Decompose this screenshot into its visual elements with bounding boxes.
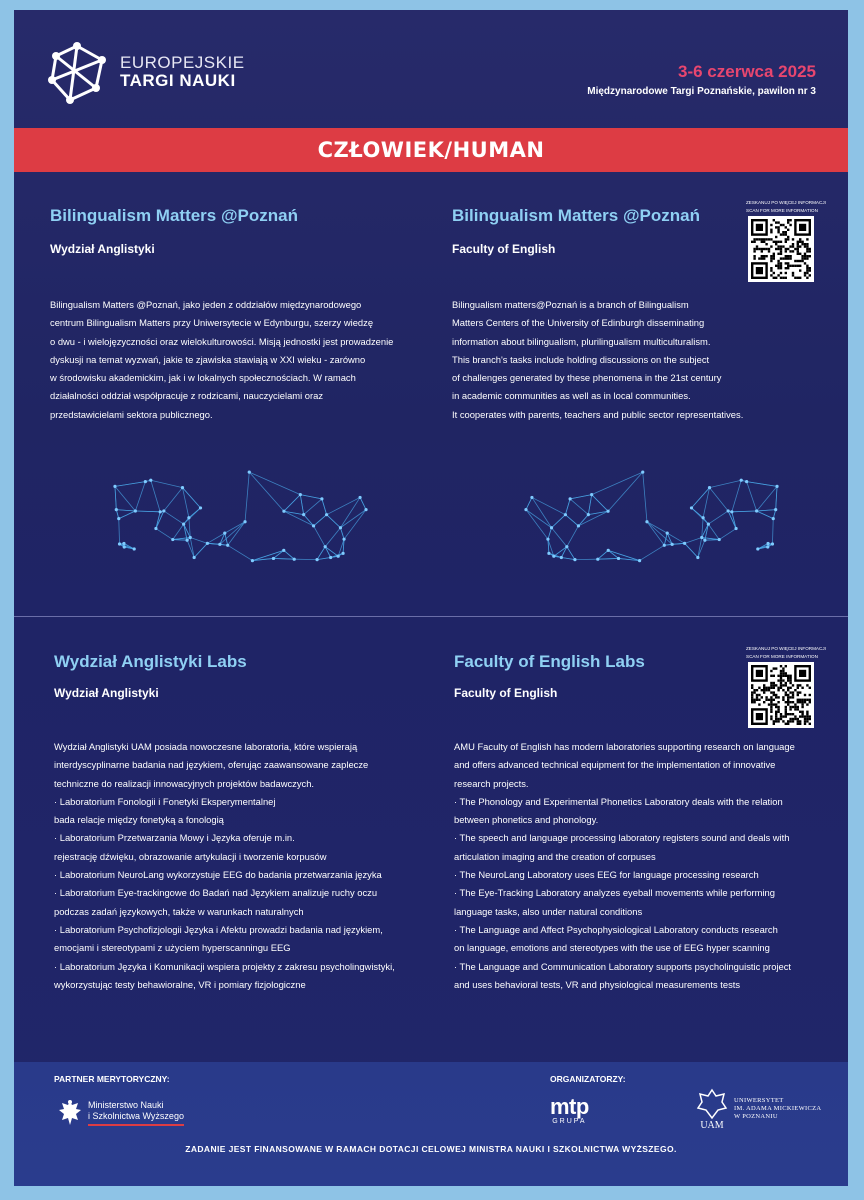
mtp-logo xyxy=(550,1096,589,1125)
bottom-right-title: Faculty of English Labs xyxy=(454,652,645,671)
text-line: · Laboratorium NeuroLang wykorzystuje EEG do badania przetwarzania języka xyxy=(54,869,382,881)
logo-text xyxy=(120,54,245,90)
text-line: · The Phonology and Experimental Phonetics Laboratory deals with the relation xyxy=(454,795,783,807)
uam-line2: IM. ADAMA MICKIEWICZA xyxy=(734,1105,822,1112)
text-line: emocjami i stereotypami z użyciem hyperscanningu EEG xyxy=(54,942,291,954)
top-right-body xyxy=(452,296,743,424)
event-venue: Międzynarodowe Targi Poznańskie, pawilon nr 3 xyxy=(587,86,816,97)
qr-pattern xyxy=(751,665,811,725)
text-line: techniczne do realizacji innowacyjnych projektów badawczych. xyxy=(54,777,315,789)
qr-code-icon[interactable] xyxy=(748,662,814,728)
uam-line1: UNIWERSYTET xyxy=(734,1097,784,1104)
text-line: centrum Bilingualism Matters przy Uniwersytecie w Edynburgu, szerzy wiedzę xyxy=(50,317,374,329)
qr-code-icon[interactable] xyxy=(748,216,814,282)
text-line: · The speech and language processing laboratory registers sound and deals with xyxy=(454,832,790,844)
network-graphic xyxy=(84,450,394,590)
poster xyxy=(14,10,848,1186)
network-graphic xyxy=(498,450,808,590)
partner-label: PARTNER MERYTORYCZNY: xyxy=(54,1074,170,1084)
text-line: Matters Centers of the University of Edinburgh disseminating xyxy=(452,317,705,329)
text-line: Wydział Anglistyki UAM posiada nowoczesne laboratoria, które wspierają xyxy=(54,741,358,752)
text-line: przedstawicielami sektora publicznego. xyxy=(50,408,213,420)
text-line: research projects. xyxy=(454,777,529,789)
qr-pattern xyxy=(751,219,811,279)
text-line: on language, emotions and stereotypes with the use of EEG hyper scanning xyxy=(454,942,770,954)
text-line: articulation imaging and the creation of corpuses xyxy=(454,850,656,862)
text-line: wykorzystując testy behawioralne, VR i pomiary fizjologiczne xyxy=(54,978,306,990)
text-line: It cooperates with parents, teachers and public sector representatives. xyxy=(452,408,744,420)
bottom-left-subtitle: Wydział Anglistyki xyxy=(54,686,159,700)
qr-block-bottom[interactable] xyxy=(746,646,826,728)
eagle-emblem-icon xyxy=(58,1098,82,1128)
uam-crest-icon xyxy=(696,1088,728,1130)
logo-line1: EUROPEJSKIE xyxy=(120,53,245,72)
uam-line3: W POZNANIU xyxy=(734,1113,778,1120)
text-line: information about bilingualism, plurilingualism multiculturalism. xyxy=(452,335,711,347)
text-line: o dwu - i wielojęzyczności oraz wielokulturowości. Misją jednostki jest prowadzenie xyxy=(50,335,394,347)
network-logo-icon xyxy=(44,40,110,106)
bottom-right-body xyxy=(454,738,795,994)
ministry-line1: Ministerstwo Nauki xyxy=(88,1100,164,1110)
bottom-right-subtitle: Faculty of English xyxy=(454,686,558,700)
text-line: AMU Faculty of English has modern laboratories supporting research on language xyxy=(454,741,795,752)
text-line: rejestrację dźwięku, obrazowanie artykulacji i tworzenie korpusów xyxy=(54,850,327,862)
text-line: Bilingualism matters@Poznań is a branch of Bilingualism xyxy=(452,299,689,310)
text-line: · The Language and Communication Laboratory supports psycholinguistic project xyxy=(454,960,792,972)
text-line: działalności oddział współpracuje z rodzicami, nauczycielami oraz xyxy=(50,390,324,402)
funding-notice: ZADANIE JEST FINANSOWANE W RAMACH DOTACJI CELOWEJ MINISTRA NAUKI I SZKOLNICTWA WYŻSZEGO. xyxy=(185,1144,677,1154)
organizers-label: ORGANIZATORZY: xyxy=(550,1074,626,1084)
text-line: · The NeuroLang Laboratory uses EEG for language processing research xyxy=(454,869,759,881)
qr-caption-line1: ZESKANUJ PO WIĘCEJ INFORMACJI xyxy=(746,200,826,205)
qr-caption-line2: SCAN FOR MORE INFORMATION xyxy=(746,208,818,213)
qr-block-top[interactable] xyxy=(746,200,826,282)
top-right-subtitle: Faculty of English xyxy=(452,242,556,256)
mtp-name: mtp xyxy=(550,1094,589,1119)
top-left-subtitle: Wydział Anglistyki xyxy=(50,242,155,256)
text-line: of challenges generated by these phenomena in the 21st century xyxy=(452,372,722,384)
ministry-logo xyxy=(58,1098,184,1128)
text-line: between phonetics and phonology. xyxy=(454,814,599,826)
text-line: · Laboratorium Eye-trackingowe do Badań nad Językiem analizuje ruchy oczu xyxy=(54,887,378,899)
text-line: · Laboratorium Przetwarzania Mowy i Języka oferuje m.in. xyxy=(54,832,295,844)
footer xyxy=(14,1062,848,1186)
qr-caption-line1: ZESKANUJ PO WIĘCEJ INFORMACJI xyxy=(746,646,826,651)
text-line: and uses behavioral tests, VR and physiological measurements tests xyxy=(454,978,741,990)
text-line: podczas zadań językowych, także w warunkach naturalnych xyxy=(54,905,304,917)
text-line: · The Eye-Tracking Laboratory analyzes eyeball movements while performing xyxy=(454,887,775,899)
top-left-title: Bilingualism Matters @Poznań xyxy=(50,206,299,225)
text-line: dyskusji na temat wyzwań, jakie te zjawiska stawiają w XXI wieku - zarówno xyxy=(50,353,366,365)
top-left-body xyxy=(50,296,393,424)
text-line: This branch's tasks include holding discussions on the subject xyxy=(452,353,710,365)
qr-caption-line2: SCAN FOR MORE INFORMATION xyxy=(746,654,818,659)
text-line: and offers advanced technical equipment for the implementation of innovative xyxy=(454,759,776,771)
text-line: · Laboratorium Fonologii i Fonetyki Eksperymentalnej xyxy=(54,795,276,807)
uam-mark: UAM xyxy=(700,1120,724,1130)
category-banner xyxy=(14,128,848,172)
event-date: 3-6 czerwca 2025 xyxy=(678,62,816,81)
logo-line2: TARGI NAUKI xyxy=(120,71,236,90)
text-line: · The Language and Affect Psychophysiological Laboratory conducts research xyxy=(454,923,778,935)
ministry-line2: i Szkolnictwa Wyższego xyxy=(88,1111,184,1121)
text-line: w środowisku akademickim, jak i w lokalnych społecznościach. W ramach xyxy=(50,372,356,384)
category-title: CZŁOWIEK/HUMAN xyxy=(317,138,545,162)
bottom-left-body xyxy=(54,738,395,994)
text-line: language tasks, also under natural conditions xyxy=(454,905,643,917)
bottom-left-title: Wydział Anglistyki Labs xyxy=(54,652,247,671)
top-right-title: Bilingualism Matters @Poznań xyxy=(452,206,701,225)
mtp-sub: GRUPA xyxy=(552,1118,587,1125)
text-line: interdyscyplinarne badania nad językiem, oferując zaawansowane zaplecze xyxy=(54,759,369,771)
text-line: · Laboratorium Języka i Komunikacji wspiera projekty z zakresu psycholingwistyki, xyxy=(54,960,395,972)
text-line: in academic communities as well as in local communities. xyxy=(452,390,691,402)
section-divider xyxy=(14,616,848,617)
text-line: · Laboratorium Psychofizjologii Języka i Afektu prowadzi badania nad językiem, xyxy=(54,923,383,935)
uam-logo xyxy=(696,1088,821,1130)
text-line: Bilingualism Matters @Poznań, jako jeden z oddziałów międzynarodowego xyxy=(50,299,362,310)
text-line: bada relacje między fonetyką a fonologią xyxy=(54,814,224,826)
header xyxy=(14,10,848,128)
